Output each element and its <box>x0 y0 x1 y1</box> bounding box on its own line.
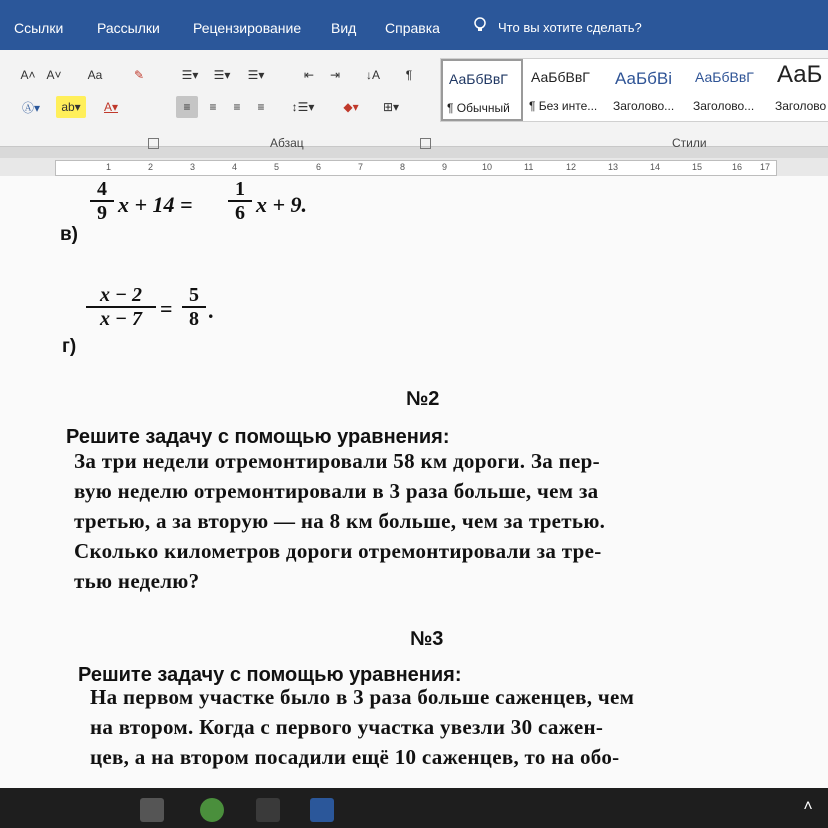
font-color-button[interactable]: A▾ <box>103 100 119 114</box>
task-2-number: №2 <box>406 388 440 410</box>
ribbon <box>0 50 828 150</box>
highlight-button[interactable]: ab▾ <box>56 96 86 118</box>
tell-me-search[interactable]: Что вы хотите сделать? <box>498 20 642 35</box>
item-label-v: в) <box>60 224 79 245</box>
task-2-line: Сколько километров дороги отремонтировали за тре- <box>74 539 602 563</box>
ruler-number: 2 <box>148 162 154 172</box>
fraction-1-6: $\frac{1}{6}$ <box>228 178 252 224</box>
text-effects-button[interactable]: Ⓐ▾ <box>21 100 41 115</box>
numbering-button[interactable]: ☰▾ <box>213 68 231 82</box>
tab-mailings[interactable]: Рассылки <box>97 20 160 36</box>
clear-format-icon[interactable]: ✎ <box>133 68 145 82</box>
paragraph-group-label: Абзац <box>270 136 304 150</box>
line-spacing-button[interactable]: ↕☰▾ <box>291 100 315 114</box>
styles-gallery <box>440 58 828 122</box>
tab-references[interactable]: Ссылки <box>14 20 64 36</box>
ruler-number: 15 <box>692 162 703 172</box>
tab-review[interactable]: Рецензирование <box>193 20 302 36</box>
taskbar <box>0 788 828 828</box>
equation-v-end: x + 9. <box>256 192 308 217</box>
sort-button[interactable]: ↓A <box>365 68 380 82</box>
show-marks-button[interactable]: ¶ <box>405 68 413 82</box>
ruler-number: 3 <box>190 162 196 172</box>
ruler-number: 5 <box>274 162 280 172</box>
document-page[interactable] <box>0 176 828 788</box>
fraction-5-8: $\frac{5}{8}$ <box>182 284 206 330</box>
style-normal[interactable]: АаБбВвГ ¶ Обычный <box>441 59 523 121</box>
decrease-indent-button[interactable]: ⇤ <box>303 68 315 82</box>
ruler-number: 10 <box>482 162 493 172</box>
task-2-line: тью неделю? <box>74 569 200 593</box>
task-3-lead: Решите задачу с помощью уравнения: <box>78 664 462 686</box>
chrome-icon[interactable] <box>200 798 224 822</box>
task-3-line: цев, а на втором посадили ещё 10 саженцев, то на обо- <box>90 745 620 769</box>
style-heading-2[interactable]: АаБбВвГ Заголово... <box>693 69 755 113</box>
task-2-line: За три недели отремонтировали 58 км дороги. За пер- <box>74 449 600 473</box>
font-dialog-launcher[interactable] <box>148 138 159 149</box>
ruler-number: 12 <box>566 162 577 172</box>
ruler-number: 6 <box>316 162 322 172</box>
horizontal-ruler[interactable] <box>0 158 828 176</box>
style-no-spacing[interactable]: АаБбВвГ ¶ Без инте... <box>529 69 598 113</box>
equation-g-end: . <box>208 298 214 323</box>
align-right-button[interactable]: ≡ <box>233 100 241 114</box>
equation-g-equals: = <box>160 296 173 321</box>
task-3-line: на втором. Когда с первого участка увезли 30 сажен- <box>90 715 604 739</box>
multilevel-list-button[interactable]: ☰▾ <box>247 68 265 82</box>
bullets-button[interactable]: ☰▾ <box>181 68 199 82</box>
paragraph-dialog-launcher[interactable] <box>420 138 431 149</box>
tab-help[interactable]: Справка <box>385 20 440 36</box>
chevron-up-icon[interactable]: ˄ <box>803 798 813 815</box>
ruler-number: 8 <box>400 162 406 172</box>
align-center-button[interactable]: ≡ <box>209 100 217 114</box>
justify-button[interactable]: ≡ <box>257 100 265 114</box>
shading-button[interactable]: ◆▾ <box>343 100 359 114</box>
grow-font-button[interactable]: A˄ <box>20 68 36 82</box>
task-3-number: №3 <box>410 628 444 650</box>
ruler-number: 17 <box>760 162 771 172</box>
lightbulb-icon <box>473 17 487 33</box>
item-label-g: г) <box>62 336 77 357</box>
style-title[interactable]: АаБ Заголово <box>775 61 827 113</box>
task-3-text <box>90 682 770 772</box>
ruler-number: 14 <box>650 162 661 172</box>
shrink-font-button[interactable]: A˅ <box>46 68 62 82</box>
styles-group-label: Стили <box>672 136 707 150</box>
style-heading-1[interactable]: АаБбВі Заголово... <box>613 69 675 113</box>
ruler-number: 16 <box>732 162 743 172</box>
task-3-line: На первом участке было в 3 раза больше саженцев, чем <box>90 685 635 709</box>
fraction-4-9: $\frac{4}{9}$ <box>90 178 114 224</box>
tab-view[interactable]: Вид <box>331 20 357 36</box>
equation-v-middle: x + 14 = <box>118 192 193 217</box>
increase-indent-button[interactable]: ⇥ <box>329 68 341 82</box>
borders-button[interactable]: ⊞▾ <box>382 100 400 114</box>
task-2-text <box>74 446 764 596</box>
app-icon[interactable] <box>140 798 164 822</box>
task-2-lead: Решите задачу с помощью уравнения: <box>66 426 450 448</box>
ruler-number: 11 <box>524 162 534 172</box>
menu-bar <box>0 0 828 50</box>
word-icon[interactable] <box>310 798 334 822</box>
fraction-x-minus-2-over-x-minus-7: $\frac{x - 2}{x - 7}$ <box>86 284 156 330</box>
ruler-number: 13 <box>608 162 619 172</box>
ruler-number: 4 <box>232 162 238 172</box>
task-2-line: вую неделю отремонтировали в 3 раза больше, чем за <box>74 479 599 503</box>
ruler-number: 7 <box>358 162 364 172</box>
ruler-track <box>55 160 777 176</box>
align-left-button[interactable]: ≡ <box>176 96 198 118</box>
store-icon[interactable] <box>256 798 280 822</box>
ruler-number: 9 <box>442 162 448 172</box>
change-case-button[interactable]: Aa <box>87 68 103 82</box>
ruler-number: 1 <box>106 162 112 172</box>
task-2-line: третью, а за вторую — на 8 км больше, чем за третью. <box>74 509 606 533</box>
